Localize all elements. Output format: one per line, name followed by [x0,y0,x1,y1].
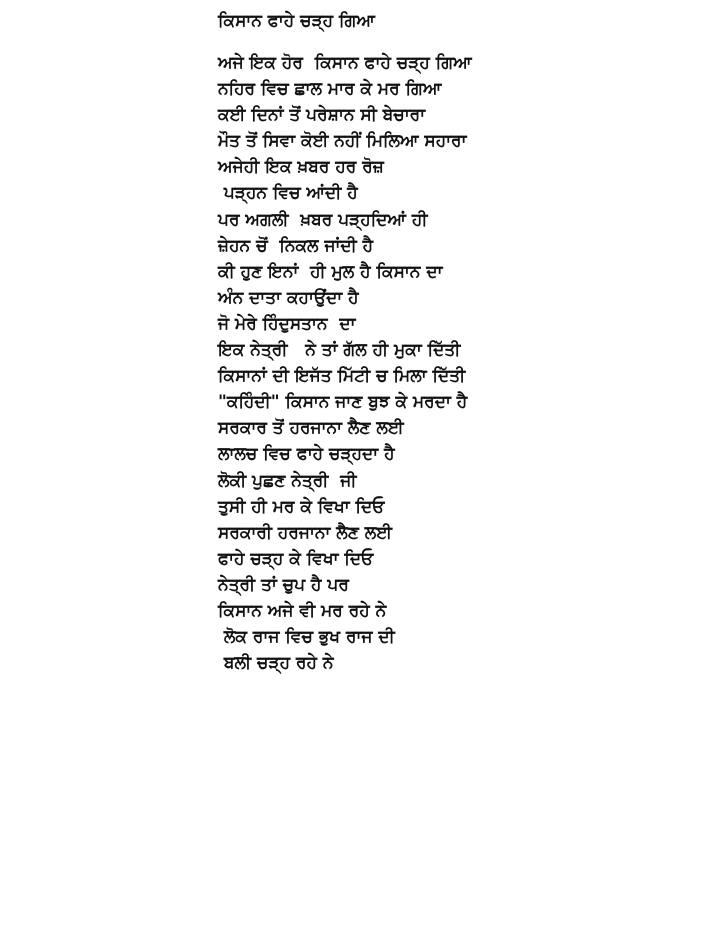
poem-line: "ਕਹਿੰਦੀ" ਕਿਸਾਨ ਜਾਣ ਬੁਝ ਕੇ ਮਰਦਾ ਹੈ [218,392,468,413]
poem-line: ਪਰ ਅਗਲੀ ਖ਼ਬਰ ਪੜ੍ਹਦਿਆਂ ਹੀ [218,209,428,230]
poem-body [218,50,472,676]
poem-line: ਕਿਸਾਨਾਂ ਦੀ ਇਜੱਤ ਮਿੱਟੀ ਚ ਮਿਲਾ ਦਿੱਤੀ [218,366,466,387]
poem-line: ਅਜੇਹੀ ਇਕ ਖ਼ਬਰ ਹਰ ਰੋਜ਼ [218,157,384,178]
poem-line: ਫਾਹੇ ਚੜ੍ਹ ਕੇ ਵਿਖਾ ਦਿਓ [218,548,374,569]
poem-line: ਮੌਤ ਤੋਂ ਸਿਵਾ ਕੋਈ ਨਹੀਂ ਮਿਲਿਆ ਸਹਾਰਾ [218,131,467,152]
poem-line: ਕੀ ਹੁਣ ਇਨਾਂ ਹੀ ਮੁਲ ਹੈ ਕਿਸਾਨ ਦਾ [218,261,443,282]
poem-line: ਸਰਕਾਰ ਤੋਂ ਹਰਜਾਨਾ ਲੈਣ ਲਈ [218,418,404,439]
poem-line: ਪੜ੍ਹਨ ਵਿਚ ਆਂਦੀ ਹੈ [218,183,358,204]
poem-line: ਨਹਿਰ ਵਿਚ ਛਾਲ ਮਾਰ ਕੇ ਮਰ ਗਿਆ [218,79,442,100]
poem-line: ਅੰਨ ਦਾਤਾ ਕਹਾਉਂਦਾ ਹੈ [218,287,359,308]
poem-line: ਬਲੀ ਚੜ੍ਹ ਰਹੇ ਨੇ [218,653,334,674]
poem-line: ਨੇਤ੍ਰੀ ਤਾਂ ਚੁਪ ਹੈ ਪਰ [218,574,349,595]
poem-line: ਤੁਸੀ ਹੀ ਮਰ ਕੇ ਵਿਖਾ ਦਿਓ [218,496,385,517]
poem-line: ਕਈ ਦਿਨਾਂ ਤੋਂ ਪਰੇਸ਼ਾਨ ਸੀ ਬੇਚਾਰਾ [218,105,426,126]
poem-line: ਇਕ ਨੇਤ੍ਰੀ ਨੇ ਤਾਂ ਗੱਲ ਹੀ ਮੁਕਾ ਦਿੱਤੀ [218,340,461,361]
poem-line: ਜ਼ੇਹਨ ਚੋਂ ਨਿਕਲ ਜਾਂਦੀ ਹੈ [218,235,374,256]
poem-line: ਲਾਲਚ ਵਿਚ ਫਾਹੇ ਚੜ੍ਹਦਾ ਹੈ [218,444,395,465]
poem-line: ਸਰਕਾਰੀ ਹਰਜਾਨਾ ਲੈਣ ਲਈ [218,522,392,543]
poem-line: ਲੋਕ ਰਾਜ ਵਿਚ ਭੁਖ ਰਾਜ ਦੀ [218,627,395,648]
poem-line: ਜੋ ਮੇਰੇ ਹਿੰਦੁਸਤਾਨ ਦਾ [218,313,356,334]
poem-title: ਕਿਸਾਨ ਫਾਹੇ ਚੜ੍ਹ ਗਿਆ [218,11,375,31]
poem-line: ਅਜੇ ਇਕ ਹੋਰ ਕਿਸਾਨ ਫਾਹੇ ਚੜ੍ਹ ਗਿਆ [218,53,472,73]
poem-line: ਕਿਸਾਨ ਅਜੇ ਵੀ ਮਰ ਰਹੇ ਨੇ [218,600,387,621]
poem-line: ਲੋਕੀ ਪੁਛਣ ਨੇਤ੍ਰੀ ਜੀ [218,470,357,491]
